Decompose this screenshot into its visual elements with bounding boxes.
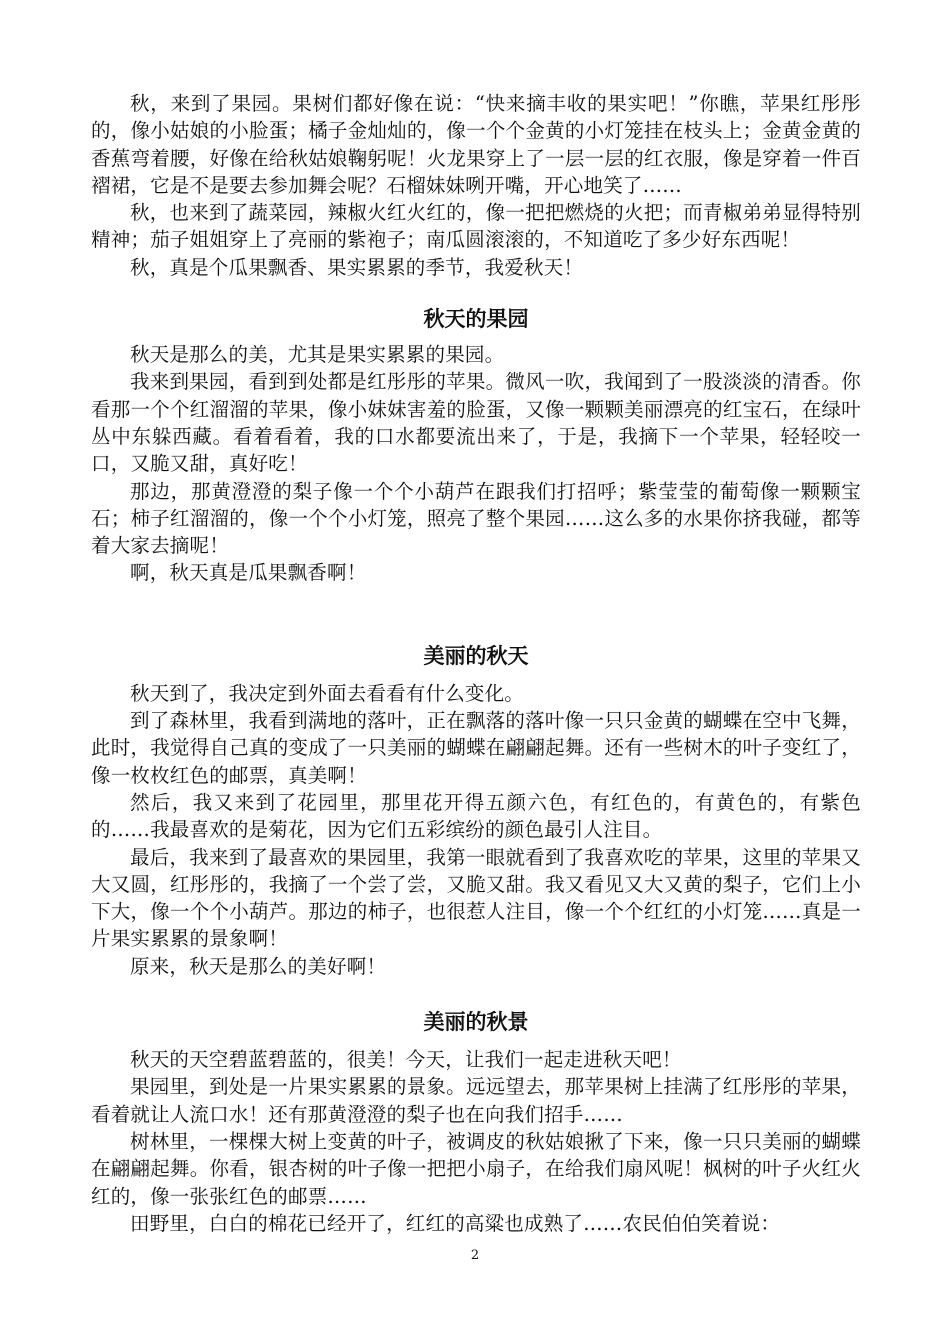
essay-paragraph: 果园里，到处是一片果实累累的景象。远远望去，那苹果树上挂满了红彤彤的苹果，看着就让人流口水！还有那黄澄澄的梨子也在向我们招手…… bbox=[91, 1075, 861, 1126]
intro-section bbox=[91, 90, 861, 281]
essay-title: 美丽的秋景 bbox=[423, 1010, 529, 1035]
essay-title: 秋天的果园 bbox=[423, 307, 529, 332]
essay-paragraph: 然后，我又来到了花园里，那里花开得五颜六色，有红色的，有黄色的，有紫色的……我最喜欢的是菊花，因为它们五彩缤纷的颜色最引人注目。 bbox=[91, 790, 861, 842]
essay-paragraph: 我来到果园，看到到处都是红彤彤的苹果。微风一吹，我闻到了一股淡淡的清香。你看那一个个红溜溜的苹果，像小妹妹害羞的脸蛋，又像一颗颗美丽漂亮的红宝石，在绿叶丛中东躲西藏。看着看着，我的口水都要流出来了，于是，我摘下一个苹果，轻轻咬一口，又脆又甜，真好吃！ bbox=[91, 370, 861, 476]
essay-paragraph: 那边，那黄澄澄的梨子像一个个小葫芦在跟我们打招呼；紫莹莹的葡萄像一颗颗宝石；柿子红溜溜的，像一个个小灯笼，照亮了整个果园……这么多的水果你挤我碰，都等着大家去摘呢！ bbox=[91, 479, 861, 558]
essay-paragraph: 原来，秋天是那么的美好啊！ bbox=[130, 954, 387, 978]
essay-paragraph: 到了森林里，我看到满地的落叶，正在飘落的落叶像一只只金黄的蝴蝶在空中飞舞，此时，我觉得自己真的变成了一只美丽的蝴蝶在翩翩起舞。还有一些树木的叶子变红了，像一枚枚红色的邮票，真美啊！ bbox=[91, 709, 861, 787]
essay-section-1 bbox=[91, 305, 861, 587]
essay-paragraph: 田野里，白白的棉花已经开了，红红的高粱也成熟了……农民伯伯笑着说： bbox=[130, 1211, 781, 1235]
essay-section-3 bbox=[91, 1008, 861, 1237]
page-number: 2 bbox=[470, 1248, 480, 1263]
intro-paragraph-3: 秋，真是个瓜果飘香、果实累累的季节，我爱秋天！ bbox=[130, 255, 584, 279]
essay-paragraph: 秋天是那么的美，尤其是果实累累的果园。 bbox=[130, 343, 505, 367]
essay-paragraph: 最后，我来到了最喜欢的果园里，我第一眼就看到了我喜欢吃的苹果，这里的苹果又大又圆，红彤彤的，我摘了一个尝了尝，又脆又甜。我又看见又大又黄的梨子，它们上小下大，像一个个小葫芦。那边的柿子，也很惹人注目，像一个个红红的小灯笼……真是一片果实累累的景象啊！ bbox=[91, 845, 861, 951]
intro-paragraph-1: 秋，来到了果园。果树们都好像在说：“快来摘丰收的果实吧！”你瞧，苹果红彤彤的，像小姑娘的小脸蛋；橘子金灿灿的，像一个个金黄的小灯笼挂在枝头上；金黄金黄的香蕉弯着腰，好像在给秋姑娘鞠躬呢！火龙果穿上了一层一层的红衣服，像是穿着一件百褶裙，它是不是要去参加舞会呢？石榴妹妹咧开嘴，开心地笑了…… bbox=[91, 92, 861, 197]
essay-paragraph: 啊，秋天真是瓜果飘香啊！ bbox=[130, 561, 367, 585]
essay-section-2 bbox=[91, 642, 861, 980]
document-body bbox=[91, 90, 861, 1237]
essay-paragraph: 树林里，一棵棵大树上变黄的叶子，被调皮的秋姑娘揪了下来，像一只只美丽的蝴蝶在翩翩起舞。你看，银杏树的叶子像一把把小扇子，在给我们扇风呢！枫树的叶子火红火红的，像一张张红色的邮票…… bbox=[91, 1129, 861, 1208]
intro-paragraph-2: 秋，也来到了蔬菜园，辣椒火红火红的，像一把把燃烧的火把；而青椒弟弟显得特别精神；茄子姐姐穿上了亮丽的紫袍子；南瓜圆滚滚的，不知道吃了多少好东西呢！ bbox=[91, 201, 861, 252]
essay-paragraph: 秋天的天空碧蓝碧蓝的，很美！今天，让我们一起走进秋天吧！ bbox=[130, 1048, 682, 1072]
essay-title: 美丽的秋天 bbox=[423, 643, 529, 668]
essay-paragraph: 秋天到了，我决定到外面去看看有什么变化。 bbox=[130, 681, 525, 705]
